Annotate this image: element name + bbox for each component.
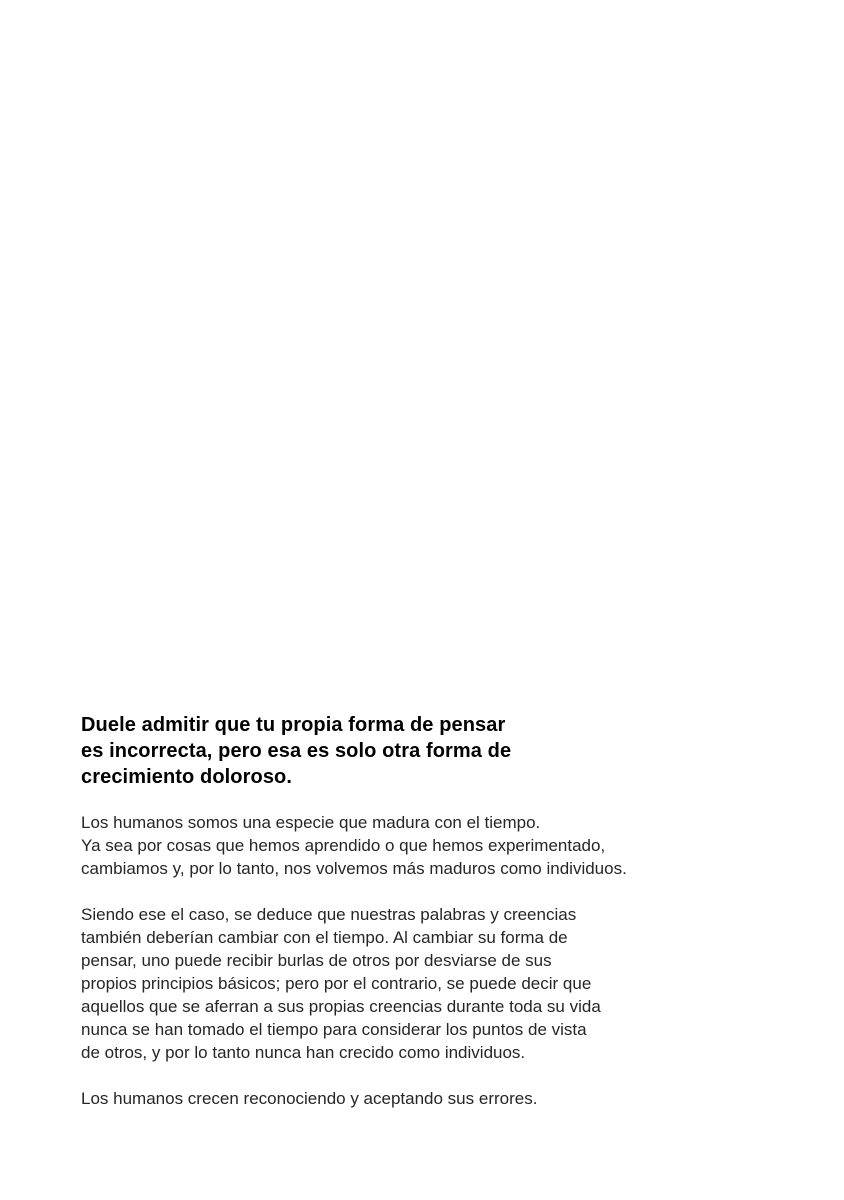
heading-line-2: es incorrecta, pero esa es solo otra forma de: [81, 740, 512, 762]
paragraph-3-line-1: Los humanos crecen reconociendo y aceptando sus errores.: [81, 1089, 538, 1108]
paragraph-1: [81, 811, 771, 880]
paragraph-2-line-4: propios principios básicos; pero por el contrario, se puede decir que: [81, 974, 592, 993]
paragraph-3: [81, 1087, 771, 1110]
paragraph-2-line-5: aquellos que se aferran a sus propias creencias durante toda su vida: [81, 997, 601, 1016]
paragraph-2-line-6: nunca se han tomado el tiempo para considerar los puntos de vista: [81, 1020, 587, 1039]
paragraph-2: [81, 903, 771, 1064]
page-heading: [81, 712, 771, 790]
paragraph-2-line-3: pensar, uno puede recibir burlas de otros por desviarse de sus: [81, 951, 552, 970]
paragraph-1-line-2: Ya sea por cosas que hemos aprendido o que hemos experimentado,: [81, 836, 606, 855]
paragraph-2-line-7: de otros, y por lo tanto nunca han crecido como individuos.: [81, 1043, 526, 1062]
paragraph-2-line-2: también deberían cambiar con el tiempo. Al cambiar su forma de: [81, 928, 568, 947]
translated-text-block: [81, 712, 771, 1110]
heading-line-1: Duele admitir que tu propia forma de pensar: [81, 714, 506, 736]
paragraph-1-line-3: cambiamos y, por lo tanto, nos volvemos más maduros como individuos.: [81, 859, 627, 878]
paragraph-1-line-1: Los humanos somos una especie que madura con el tiempo.: [81, 813, 541, 832]
paragraph-2-line-1: Siendo ese el caso, se deduce que nuestras palabras y creencias: [81, 905, 577, 924]
heading-line-3: crecimiento doloroso.: [81, 766, 293, 788]
